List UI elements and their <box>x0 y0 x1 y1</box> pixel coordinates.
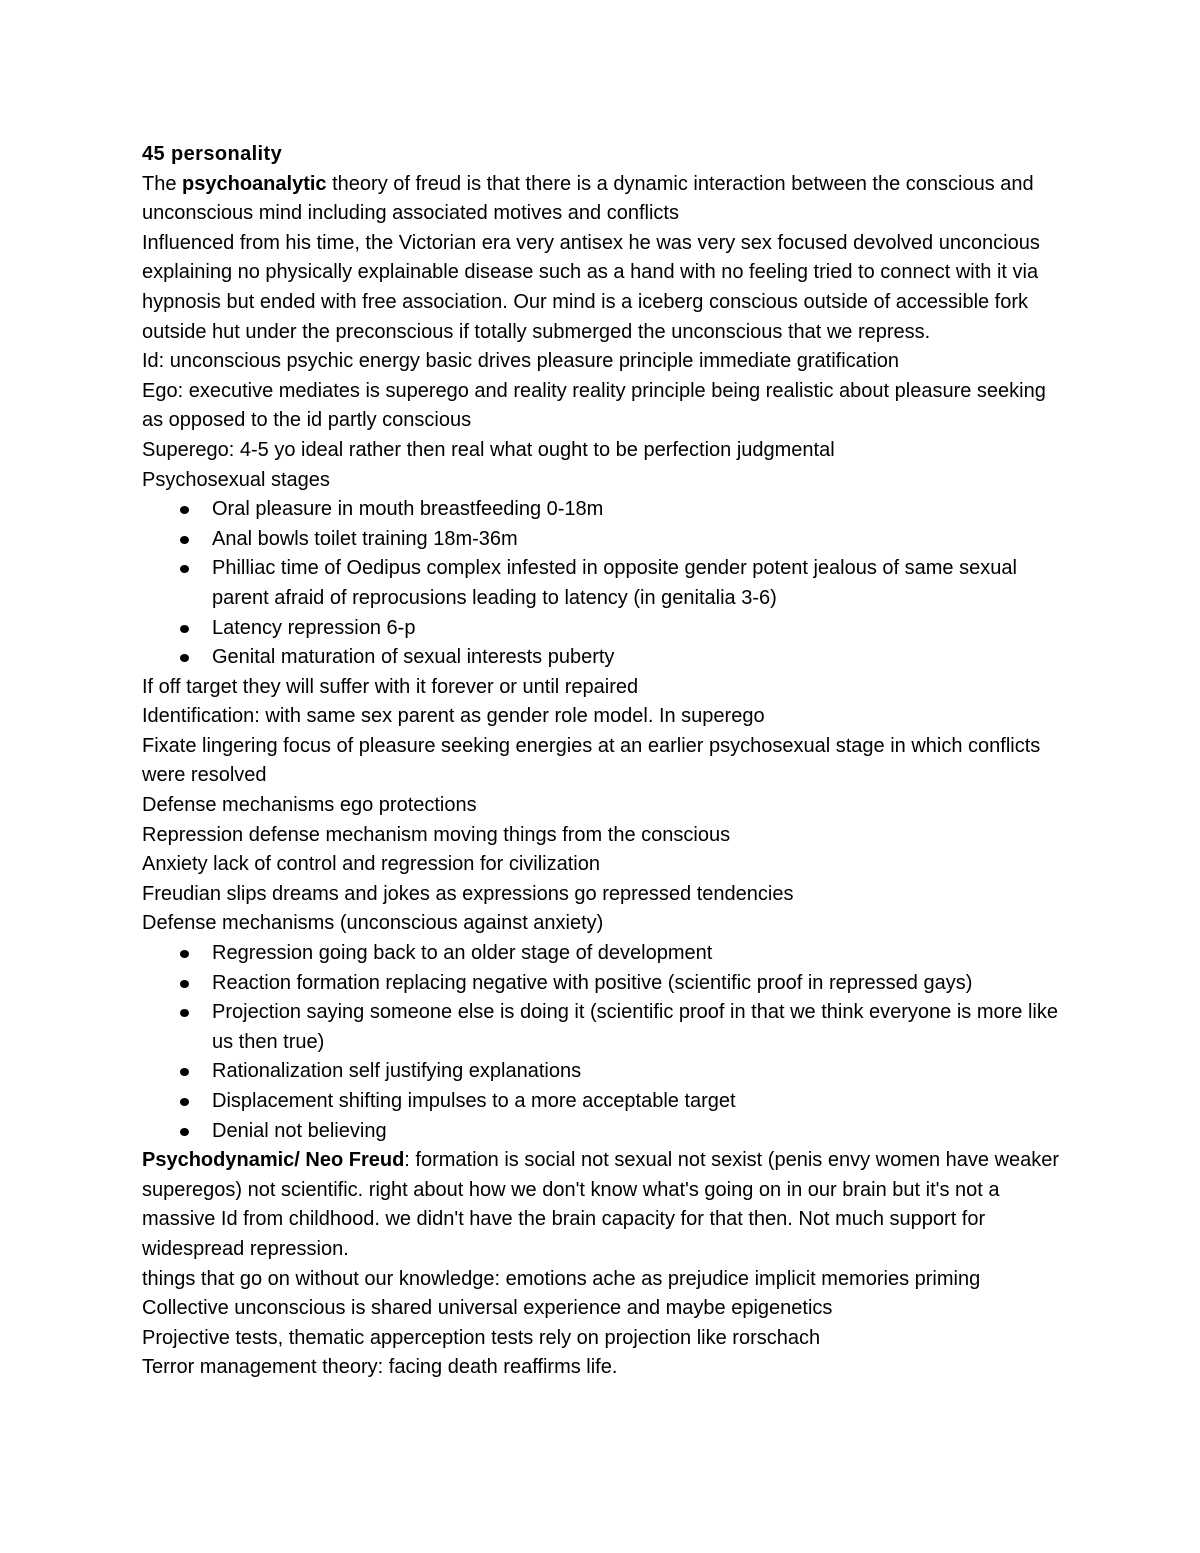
list-item-text: Genital maturation of sexual interests puberty <box>212 646 615 669</box>
bold-term: Psychodynamic/ Neo Freud <box>142 1149 405 1172</box>
off-target-paragraph: If off target they will suffer with it forever or until repaired <box>142 675 639 698</box>
ego-paragraph: Ego: executive mediates is superego and reality reality principle being realistic about pleasure seeking as opposed to the id partly conscious <box>142 379 1046 432</box>
fixate-paragraph: Fixate lingering focus of pleasure seeking energies at an earlier psychosexual stage in which conflicts were resolved <box>142 734 1041 787</box>
list-item <box>142 525 1072 555</box>
list-item <box>142 939 1072 969</box>
list-item-text: Philliac time of Oedipus complex infested in opposite gender potent jealous of same sexual parent afraid of reprocusions leading to latency (in genitalia 3-6) <box>212 557 1017 609</box>
list-item-text: Oral pleasure in mouth breastfeeding 0-18m <box>212 498 604 521</box>
superego-paragraph: Superego: 4-5 yo ideal rather then real what ought to be perfection judgmental <box>142 438 835 461</box>
bullet-icon <box>180 1128 189 1136</box>
document-title: 45 personality <box>142 143 283 165</box>
text-run: : formation is social not sexual not sexist (penis envy women have weaker superegos) not scientific. right about how we don't know what's going on in our brain but it's not a massive Id from childhood. we didn't have the brain capacity for that then. Not much support for widespread repression. <box>142 1149 1060 1260</box>
bold-term: psychoanalytic <box>182 172 327 195</box>
identification-paragraph: Identification: with same sex parent as gender role model. In superego <box>142 705 765 728</box>
list-item-text: Regression going back to an older stage of development <box>212 942 713 965</box>
collective-unconscious-paragraph: Collective unconscious is shared universal experience and maybe epigenetics <box>142 1297 833 1320</box>
list-item <box>142 998 1072 1057</box>
defense-heading: Defense mechanisms (unconscious against anxiety) <box>142 912 604 935</box>
text-run: theory of freud is that there is a dynamic interaction between the conscious and unconscious mind including associated motives and conflicts <box>142 172 1034 225</box>
list-item-text: Reaction formation replacing negative with positive (scientific proof in repressed gays) <box>212 971 973 994</box>
bullet-icon <box>180 1068 189 1076</box>
list-item <box>142 554 1072 613</box>
bullet-icon <box>180 654 189 662</box>
list-item <box>142 1117 1072 1147</box>
list-item-text: Projection saying someone else is doing it (scientific proof in that we think everyone is more like us then true) <box>212 1001 1058 1053</box>
freudian-slips-paragraph: Freudian slips dreams and jokes as expressions go repressed tendencies <box>142 882 794 905</box>
bullet-icon <box>180 980 189 988</box>
psychosexual-stages-list <box>142 495 1072 673</box>
defense-mechanisms-paragraph: Defense mechanisms ego protections <box>142 794 477 817</box>
bullet-icon <box>180 625 189 633</box>
projective-tests-paragraph: Projective tests, thematic apperception tests rely on projection like rorschach <box>142 1326 821 1349</box>
anxiety-paragraph: Anxiety lack of control and regression for civilization <box>142 853 600 876</box>
list-item-text: Anal bowls toilet training 18m-36m <box>212 527 518 550</box>
list-item <box>142 969 1072 999</box>
influence-paragraph: Influenced from his time, the Victorian era very antisex he was very sex focused devolved unconcious explaining no physically explainable disease such as a hand with no feeling tried to connect with it via hypnosis but ended with free association. Our mind is a iceberg conscious outside of accessible fork outside hut under the preconscious if totally submerged the unconscious that we repress. <box>142 231 1040 343</box>
bullet-icon <box>180 950 189 958</box>
bullet-icon <box>180 1098 189 1106</box>
bullet-icon <box>180 536 189 544</box>
list-item <box>142 1087 1072 1117</box>
bullet-icon <box>180 565 189 573</box>
text-run: The <box>142 172 183 195</box>
list-item-text: Displacement shifting impulses to a more acceptable target <box>212 1090 736 1112</box>
repression-paragraph: Repression defense mechanism moving things from the conscious <box>142 823 731 846</box>
list-item-text: Denial not believing <box>212 1119 387 1142</box>
without-knowledge-paragraph: things that go on without our knowledge: emotions ache as prejudice implicit memories priming <box>142 1267 981 1290</box>
defense-mechanisms-list <box>142 939 1072 1146</box>
bullet-icon <box>180 506 189 514</box>
psychosexual-heading: Psychosexual stages <box>142 468 330 491</box>
list-item <box>142 614 1072 644</box>
list-item <box>142 643 1072 673</box>
psychodynamic-paragraph <box>142 1146 1072 1264</box>
list-item <box>142 1057 1072 1087</box>
bullet-icon <box>180 1009 189 1017</box>
list-item-text: Latency repression 6-p <box>212 616 416 639</box>
terror-management-paragraph: Terror management theory: facing death reaffirms life. <box>142 1356 618 1379</box>
list-item <box>142 495 1072 525</box>
list-item-text: Rationalization self justifying explanations <box>212 1060 582 1083</box>
psychoanalytic-paragraph <box>142 170 1072 229</box>
document-page <box>142 140 1072 1383</box>
id-paragraph: Id: unconscious psychic energy basic drives pleasure principle immediate gratification <box>142 350 900 373</box>
